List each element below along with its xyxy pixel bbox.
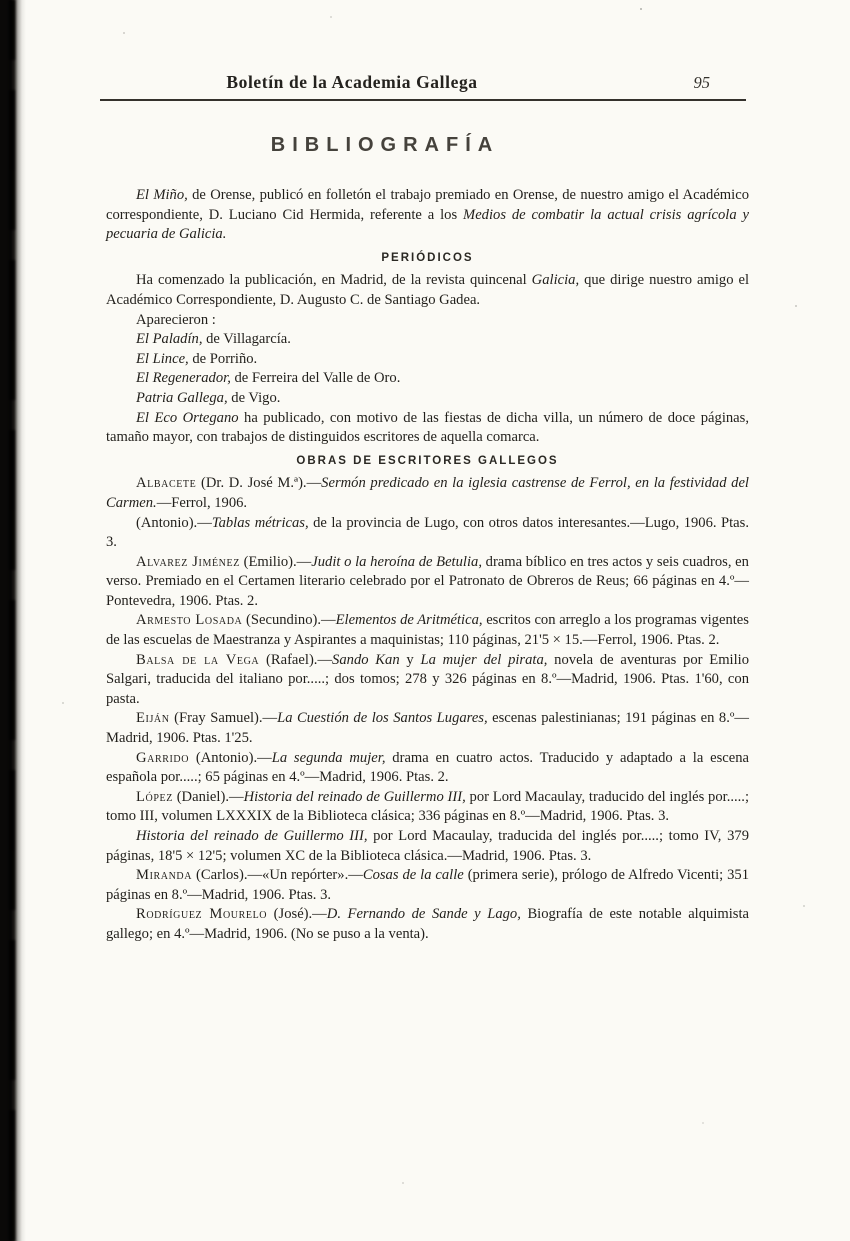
paragraph: [106, 651, 749, 710]
smallcaps-author-name: Alvarez Jiménez: [136, 553, 240, 570]
body-text: (Daniel).—: [172, 788, 244, 805]
body-text: Biografía de este notable alquimista gallego; en 4.º—Madrid, 1906. (No se puso a la venta).: [106, 906, 749, 942]
body-text: Ha comenzado la publicación, en Madrid, de la revista quincenal: [136, 272, 532, 289]
paragraph: [106, 788, 749, 827]
paragraph: [106, 311, 749, 331]
body-text: de Porriño.: [188, 350, 258, 367]
paragraph: [106, 389, 749, 409]
body-text: (Rafael).—: [259, 651, 333, 668]
smallcaps-author-name: López: [136, 788, 173, 805]
italic-work-title: La segunda mujer,: [271, 749, 386, 766]
italic-work-title: Elementos de Aritmética,: [335, 612, 483, 629]
italic-work-title: Historia del reinado de Guillermo III,: [243, 788, 466, 805]
header-rule: [100, 99, 746, 101]
paragraph: [106, 553, 749, 612]
body-text: novela de aventuras por Emilio Salgari, traducida del italiano por.....; dos tomos; 278 y 326 páginas en 8.º—Madrid, 1906. Ptas. 1'60, con pasta.: [106, 651, 750, 707]
italic-work-title: Judit o la heroína de Betulia,: [311, 553, 482, 570]
body-text: (José).—: [267, 906, 327, 923]
body-text: (Carlos).—«Un repórter».—: [192, 867, 363, 884]
italic-work-title: El Lince,: [136, 350, 189, 367]
body-text: drama en cuatro actos. Traducido y adaptado a la escena española por.....; 65 páginas en 4.º—Madrid, 1906. Ptas. 2.: [106, 749, 749, 786]
paragraph: [106, 186, 749, 245]
body-text: —Ferrol, 1906.: [156, 494, 248, 511]
italic-work-title: La mujer del pirata,: [420, 651, 548, 668]
body-text: y: [399, 651, 421, 668]
italic-work-title: Sando Kan: [332, 651, 400, 668]
italic-work-title: La Cuestión de los Santos Lugares,: [277, 710, 488, 727]
body-text: por Lord Macaulay, traducida del inglés por.....; tomo IV, 379 páginas, 18'5 × 12'5; volumen XC de la Biblioteca clásica.—Madrid, 1906. Ptas. 3.: [106, 828, 749, 864]
paragraph: [106, 474, 749, 513]
body-text: de Villagarcía.: [202, 331, 291, 348]
smallcaps-author-name: Balsa de la Vega: [136, 651, 260, 668]
journal-running-title: Boletín de la Academia Gallega: [226, 72, 478, 92]
italic-work-title: Sermón predicado en la iglesia castrense de Ferrol, en la festividad del Carmen.: [106, 475, 749, 511]
body-text: ha publicado, con motivo de las fiestas de dicha villa, un número de doce páginas, tamaño mayor, con trabajos de distinguidos escritores de aquella comarca.: [106, 409, 749, 446]
page-header: [100, 72, 748, 96]
body-text: de Vigo.: [227, 389, 281, 406]
body-text: (Dr. D. José M.ª).—: [196, 475, 322, 492]
paragraph: [106, 827, 749, 866]
paragraph: [106, 866, 749, 905]
italic-work-title: Medios de combatir la actual crisis agrícola y pecuaria de Galicia.: [106, 206, 749, 243]
italic-work-title: Historia del reinado de Guillermo III,: [136, 828, 368, 844]
book-binding-shadow: [0, 0, 26, 1241]
section-heading: PERIÓDICOS: [381, 251, 474, 264]
italic-work-title: Galicia,: [531, 272, 580, 289]
italic-work-title: D. Fernando de Sande y Lago,: [326, 906, 521, 923]
smallcaps-author-name: Garrido: [136, 749, 190, 766]
body-text: (Emilio).—: [239, 553, 312, 570]
italic-work-title: El Regenerador,: [136, 370, 231, 387]
italic-work-title: El Miño,: [136, 187, 188, 203]
document-title: BIBLIOGRAFÍA: [270, 134, 500, 156]
paragraph: [106, 514, 749, 553]
body-text: Aparecieron :: [136, 311, 216, 328]
document-body: [106, 186, 749, 945]
italic-work-title: Patria Gallega,: [136, 389, 228, 406]
smallcaps-author-name: Rodríguez Mourelo: [136, 906, 268, 923]
paragraph: [106, 611, 749, 650]
body-text: que dirige nuestro amigo el Académico Correspondiente, D. Augusto C. de Santiago Gadea.: [106, 272, 750, 308]
paragraph: [106, 709, 749, 748]
italic-work-title: El Eco Ortegano: [136, 409, 239, 426]
body-text: drama bíblico en tres actos y seis cuadros, en verso. Premiado en el Certamen literario celebrado por el Patronato de Obreros de Reus; 66 páginas en 4.º—Pontevedra, 1906. Ptas. 2.: [106, 553, 749, 609]
body-text: (Antonio).—: [136, 514, 212, 531]
body-text: de la provincia de Lugo, con otros datos interesantes.—Lugo, 1906. Ptas. 3.: [106, 514, 749, 551]
body-text: por Lord Macaulay, traducido del inglés por.....; tomo III, volumen LXXXIX de la Biblioteca clásica; 336 páginas en 8.º—Madrid, 1906. Ptas. 3.: [106, 788, 749, 825]
section-heading: OBRAS DE ESCRITORES GALLEGOS: [296, 454, 559, 467]
body-text: (Secundino).—: [242, 612, 336, 629]
paragraph: [106, 330, 749, 350]
body-text: (Fray Samuel).—: [169, 710, 278, 727]
smallcaps-author-name: Miranda: [136, 867, 193, 884]
italic-work-title: Cosas de la calle: [362, 867, 464, 884]
paragraph: [106, 409, 749, 448]
body-text: (Antonio).—: [189, 749, 272, 766]
body-text: de Ferreira del Valle de Oro.: [230, 370, 401, 387]
body-text: escenas palestinianas; 191 páginas en 8.º—Madrid, 1906. Ptas. 1'25.: [106, 710, 749, 747]
italic-work-title: El Paladín,: [136, 331, 203, 348]
paragraph: [106, 369, 749, 389]
smallcaps-author-name: Eiján: [136, 710, 170, 727]
body-text: (primera serie), prólogo de Alfredo Vicenti; 351 páginas en 8.º—Madrid, 1906. Ptas. 3.: [106, 867, 750, 903]
smallcaps-author-name: Albacete: [136, 475, 197, 492]
page-number: 95: [693, 73, 710, 92]
paragraph: [106, 271, 749, 310]
body-text: de Orense, publicó en folletón el trabajo premiado en Orense, de nuestro amigo el Académico correspondiente, D. Luciano Cid Hermida, referente a los: [106, 187, 749, 223]
paragraph: [106, 749, 749, 788]
body-text: escritos con arreglo a los programas vigentes de las escuelas de Maestranza y Aspirantes a maquinistas; 110 páginas, 21'5 × 15.—Ferrol, 1906. Ptas. 2.: [106, 612, 749, 649]
paragraph: [106, 905, 749, 944]
smallcaps-author-name: Armesto Losada: [136, 612, 243, 629]
paragraph: [106, 350, 749, 370]
italic-work-title: Tablas métricas,: [211, 514, 309, 531]
